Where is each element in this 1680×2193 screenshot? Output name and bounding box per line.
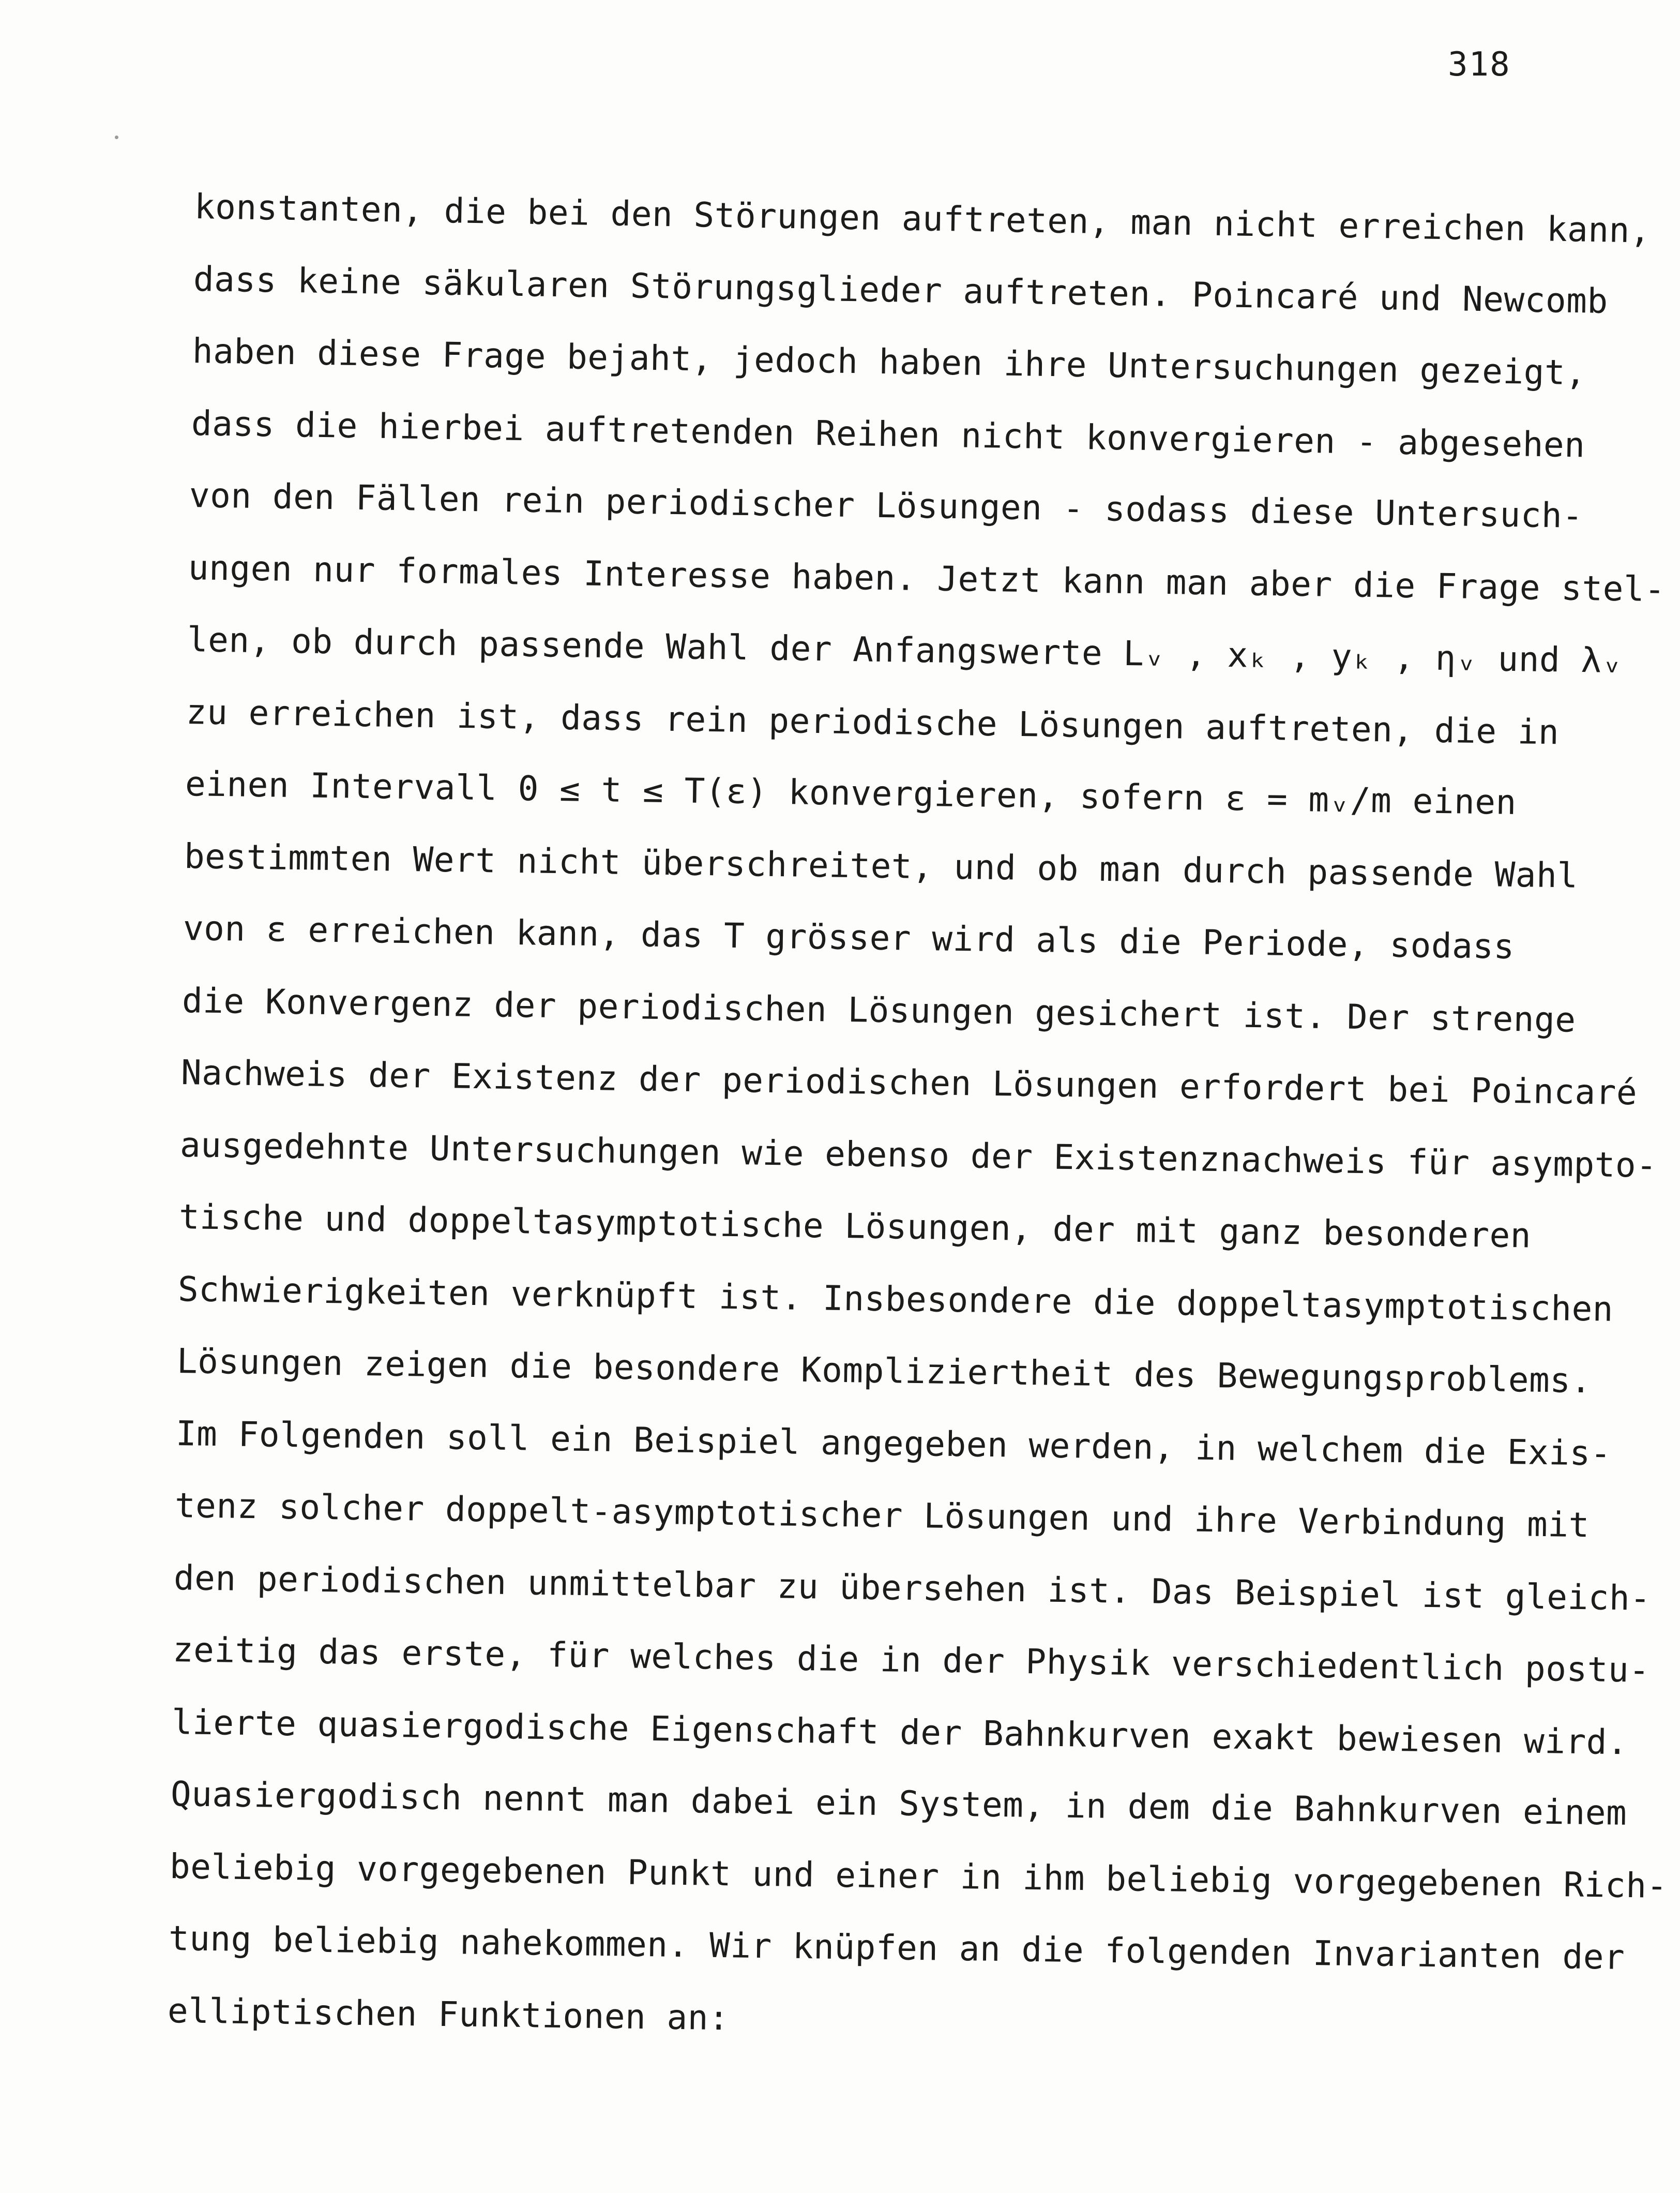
text-line: zu erreichen ist, dass rein periodische Lösungen auftreten, die in bbox=[186, 692, 1560, 752]
page-number: 318 bbox=[1448, 46, 1511, 84]
text-line: haben diese Frage bejaht, jedoch haben ihre Untersuchungen gezeigt, bbox=[192, 331, 1587, 393]
text-line: elliptischen Funktionen an: bbox=[167, 1990, 730, 2038]
text-line: zeitig das erste, für welches die in der Physik verschiedentlich postu- bbox=[172, 1630, 1650, 1690]
text-line: ausgedehnte Untersuchungen wie ebenso der Existenznachweis für asympto- bbox=[179, 1124, 1657, 1185]
text-line: beliebig vorgegebenen Punkt und einer in ihm beliebig vorgegebenen Rich- bbox=[169, 1846, 1668, 1906]
text-line: tenz solcher doppelt-asymptotischer Lösungen und ihre Verbindung mit bbox=[174, 1485, 1590, 1545]
scan-speck bbox=[115, 136, 118, 139]
text-line: den periodischen unmittelbar zu übersehen ist. Das Beispiel ist gleich- bbox=[173, 1557, 1651, 1618]
typewritten-body bbox=[167, 171, 1668, 2047]
text-line: Quasiergodisch nennt man dabei ein System, in dem die Bahnkurven einem bbox=[170, 1774, 1627, 1833]
text-line: dass die hierbei auftretenden Reihen nicht konvergieren - abgesehen bbox=[191, 403, 1586, 465]
text-line: lierte quasiergodische Eigenschaft der Bahnkurven exakt bewiesen wird. bbox=[171, 1702, 1628, 1762]
text-line: die Konvergenz der periodischen Lösungen gesichert ist. Der strenge bbox=[181, 980, 1577, 1040]
text-line: Nachweis der Existenz der periodischen Lösungen erfordert bei Poincaré bbox=[180, 1053, 1638, 1113]
text-line: ungen nur formales Interesse haben. Jetzt kann man aber die Frage stel- bbox=[188, 547, 1666, 609]
text-line: len, ob durch passende Wahl der Anfangswerte Lᵥ , xₖ , yₖ , ηᵥ und λᵥ bbox=[187, 620, 1623, 681]
text-line: von den Fällen rein periodischer Lösungen - sodass diese Untersuch- bbox=[189, 475, 1584, 536]
text-line: dass keine säkularen Störungsglieder auftreten. Poincaré und Newcomb bbox=[193, 259, 1609, 321]
text-line: von ε erreichen kann, das T grösser wird als die Periode, sodass bbox=[183, 908, 1515, 967]
text-line: bestimmten Wert nicht überschreitet, und ob man durch passende Wahl bbox=[184, 836, 1579, 896]
text-line: einen Intervall 0 ≤ t ≤ T(ε) konvergieren, sofern ε = mᵥ/m einen bbox=[185, 764, 1517, 822]
text-line: konstanten, die bei den Störungen auftreten, man nicht erreichen kann, bbox=[194, 187, 1651, 251]
text-line: Im Folgenden soll ein Beispiel angegeben werden, in welchem die Exis- bbox=[175, 1413, 1612, 1474]
text-line: Schwierigkeiten verknüpft ist. Insbesondere die doppeltasymptotischen bbox=[177, 1269, 1614, 1329]
text-line: tische und doppeltasymptotische Lösungen, der mit ganz besonderen bbox=[178, 1197, 1532, 1256]
text-line: tung beliebig nahekommen. Wir knüpfen an die folgenden Invarianten der bbox=[168, 1918, 1625, 1977]
text-line: Lösungen zeigen die besondere Kompliziertheit des Bewegungsproblems. bbox=[176, 1341, 1592, 1401]
